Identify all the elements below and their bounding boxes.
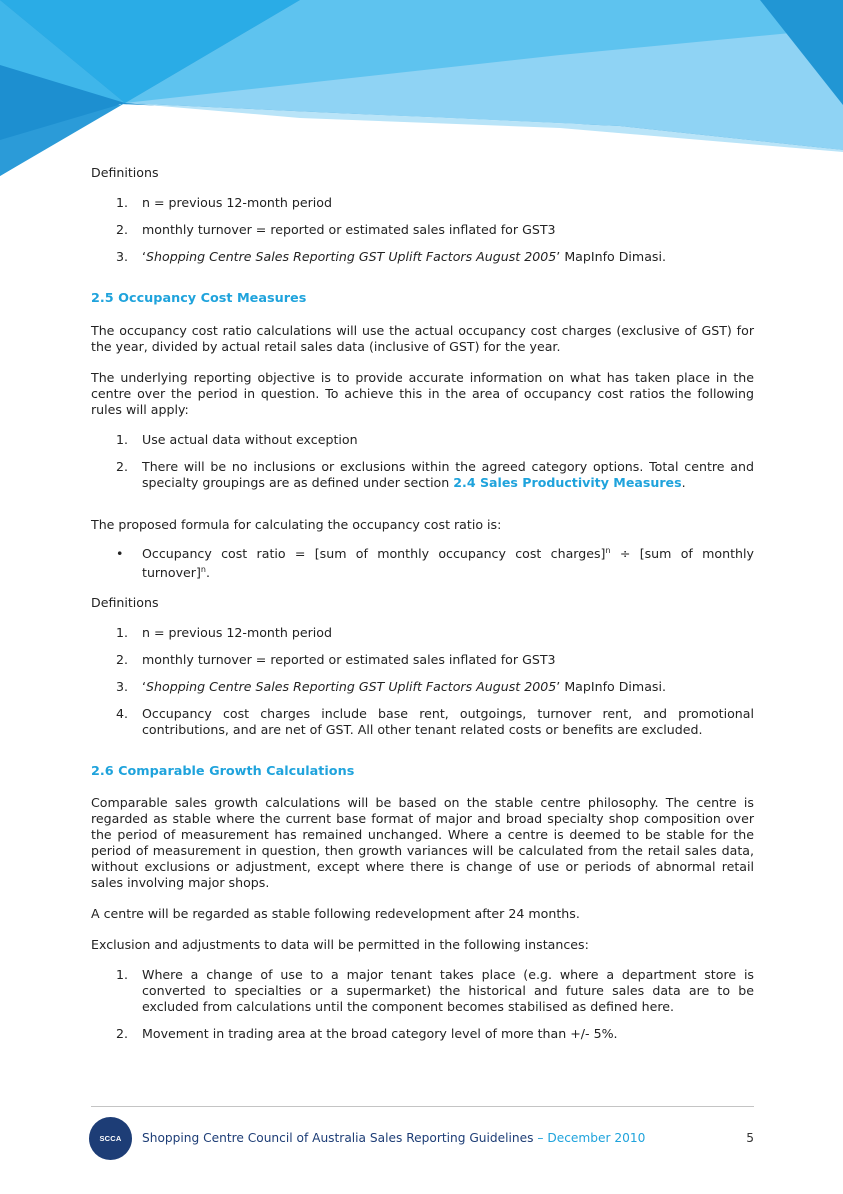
footer-title: Shopping Centre Council of Australia Sales Reporting Guidelines – December 2010 xyxy=(142,1131,646,1145)
list-item: 1. n = previous 12-month period xyxy=(116,625,332,640)
header-decorative-graphic xyxy=(0,0,843,180)
logo-text: SCCA xyxy=(99,1134,122,1143)
definitions-label: Definitions xyxy=(91,595,159,610)
list-item: 2. monthly turnover = reported or estimated sales inflated for GST3 xyxy=(116,222,556,237)
paragraph: The underlying reporting objective is to provide accurate information on what has taken place in the centre over the period in question. To achieve this in the area of occupancy cost ratios the following rules will apply: xyxy=(91,370,754,417)
paragraph: The proposed formula for calculating the occupancy cost ratio is: xyxy=(91,517,502,532)
section-heading-occupancy-cost: 2.5 Occupancy Cost Measures xyxy=(91,291,307,306)
section-reference-link: 2.4 Sales Productivity Measures xyxy=(453,475,682,490)
definitions-label: Definitions xyxy=(91,165,159,180)
page-number: 5 xyxy=(746,1131,754,1145)
list-item: 2. monthly turnover = reported or estimated sales inflated for GST3 xyxy=(116,652,556,667)
rules-list xyxy=(91,432,754,491)
scca-logo xyxy=(89,1117,132,1160)
list-item: 1. Use actual data without exception xyxy=(116,432,358,447)
footer-divider xyxy=(91,1106,754,1107)
list-item: 1. Where a change of use to a major tenant takes place (e.g. where a department store is converted to specialties or a supermarket) the historical and future sales data are to be excluded from calculations until the component becomes stabilised as defined here. xyxy=(116,967,754,1014)
list-item: 2. Movement in trading area at the broad category level of more than +/- 5%. xyxy=(116,1026,618,1041)
exclusions-list xyxy=(91,967,754,1042)
section-heading-comparable-growth: 2.6 Comparable Growth Calculations xyxy=(91,764,355,779)
paragraph: The occupancy cost ratio calculations will use the actual occupancy cost charges (exclusive of GST) for the year, divided by actual retail sales data (inclusive of GST) for the year. xyxy=(91,323,754,354)
page-content xyxy=(91,165,754,1042)
definitions-list xyxy=(91,195,754,265)
paragraph: Exclusion and adjustments to data will be permitted in the following instances: xyxy=(91,937,589,952)
formula-bullet: • Occupancy cost ratio = [sum of monthly occupancy cost charges]$^n$ ÷ [sum of monthly turnover]$^n$. xyxy=(116,546,754,580)
paragraph: A centre will be regarded as stable following redevelopment after 24 months. xyxy=(91,906,580,921)
list-item: 2. There will be no inclusions or exclusions within the agreed category options. Total centre and specialty groupings are as defined under section 2.4 Sales Productivity Measures. xyxy=(116,459,754,490)
list-item: 3. ‘Shopping Centre Sales Reporting GST Uplift Factors August 2005’ MapInfo Dimasi. xyxy=(116,679,666,694)
list-item: 4. Occupancy cost charges include base rent, outgoings, turnover rent, and promotional contributions, and are net of GST. All other tenant related costs or benefits are excluded. xyxy=(116,706,754,737)
paragraph: Comparable sales growth calculations will be based on the stable centre philosophy. The centre is regarded as stable where the current base format of major and broad specialty shop composition over the period of measurement has remained unchanged. Where a centre is deemed to be stable for the period of measurement in question, then growth variances will be calculated from the retail sales data, without exclusions or adjustment, except where there is change of use or periods of abnormal retail sales involving major shops. xyxy=(91,795,754,890)
list-item: 1. n = previous 12-month period xyxy=(116,195,332,210)
definitions-list xyxy=(91,625,754,738)
list-item: 3. ‘Shopping Centre Sales Reporting GST Uplift Factors August 2005’ MapInfo Dimasi. xyxy=(116,249,666,264)
